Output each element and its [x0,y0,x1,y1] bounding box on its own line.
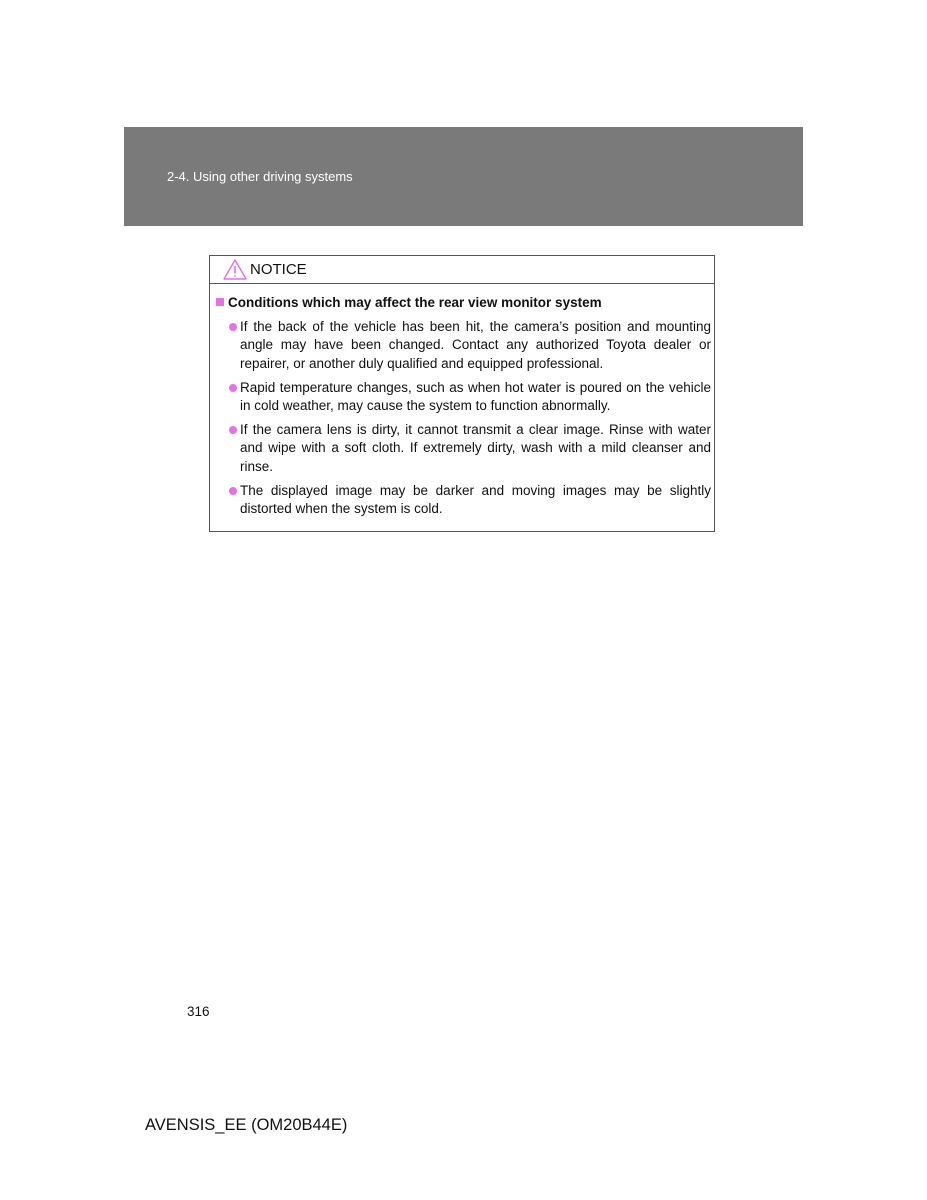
notice-item-text: If the back of the vehicle has been hit, the camera’s position and mounting angle may have been changed. Contact any authorized Toyota dealer or repairer, or another duly qualified and equipped professional. [240,319,711,371]
notice-list-item [227,318,711,373]
notice-item-text: If the camera lens is dirty, it cannot transmit a clear image. Rinse with water and wipe with a soft cloth. If extremely dirty, wash with a mild cleanser and rinse. [240,422,711,474]
notice-item-text: Rapid temperature changes, such as when hot water is poured on the vehicle in cold weather, may cause the system to function abnormally. [240,380,711,414]
warning-triangle-icon [223,259,247,280]
bullet-dot-icon [229,426,237,434]
notice-list-item [227,421,711,476]
bullet-dot-icon [229,384,237,392]
notice-box [209,255,715,532]
page-number: 316 [187,1004,210,1019]
notice-list-item [227,482,711,519]
bullet-dot-icon [229,323,237,331]
chapter-section-title: 2-4. Using other driving systems [167,169,353,184]
notice-section-heading [216,295,696,310]
notice-title: NOTICE [250,261,307,278]
notice-list-item [227,379,711,416]
chapter-header-band [124,127,803,226]
notice-item-text: The displayed image may be darker and moving images may be slightly distorted when the system is cold. [240,483,711,517]
notice-heading-text: Conditions which may affect the rear view monitor system [228,295,602,310]
square-bullet-icon [216,298,224,306]
document-footer: AVENSIS_EE (OM20B44E) [145,1116,348,1134]
notice-header [210,256,714,284]
bullet-dot-icon [229,487,237,495]
